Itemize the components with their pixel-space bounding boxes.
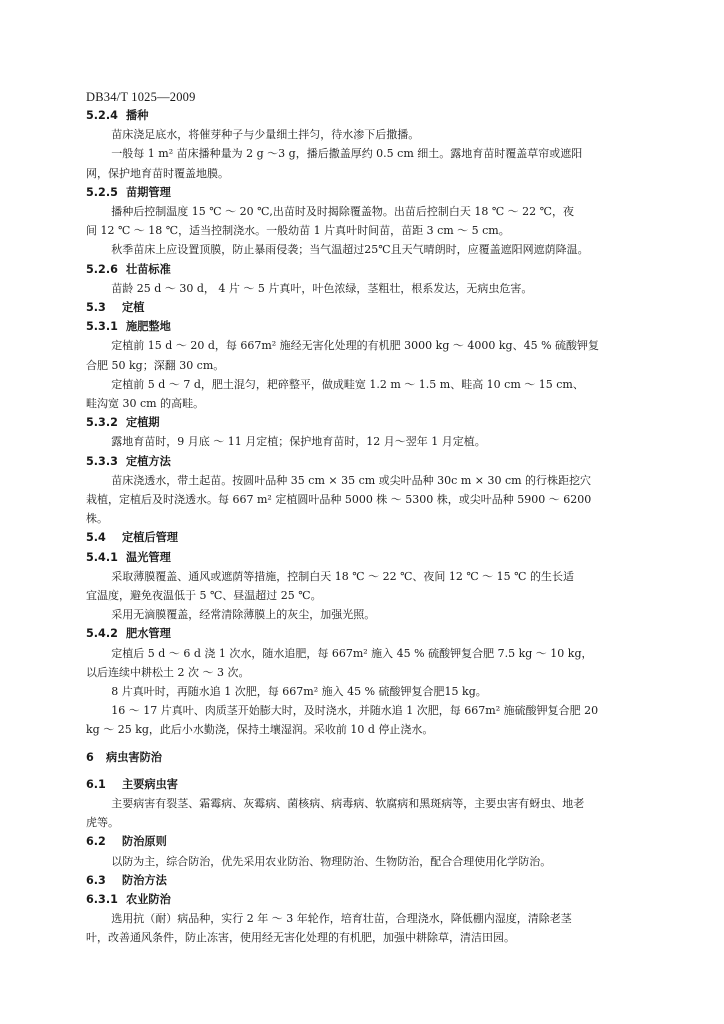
section-heading — [86, 548, 658, 567]
section-title: 定植后管理 — [122, 531, 178, 545]
section-heading — [86, 183, 658, 202]
section-title: 壮苗标准 — [126, 262, 171, 276]
paragraph-line: 叶，改善通风条件，防止冻害，使用经无害化处理的有机肥，加强中耕除草，清洁田园。 — [86, 931, 515, 945]
paragraph — [86, 125, 658, 144]
paragraph-line: 苗龄 25 d ～ 30 d， 4 片 ～ 5 片真叶，叶色浓绿，茎粗壮，根系发达，无病虫危害。 — [111, 281, 533, 295]
paragraph — [86, 605, 658, 624]
paragraph — [86, 202, 658, 240]
section-title: 定植方法 — [126, 454, 171, 468]
section-heading — [86, 890, 658, 909]
paragraph-line: 以后连续中耕松土 2 次 ～ 3 次。 — [86, 665, 250, 679]
paragraph-line: 株。 — [86, 512, 108, 526]
section-number: 5.4.2 — [86, 627, 118, 641]
paragraph-line: 苗床浇足底水，将催芽种子与少量细土拌匀，待水渗下后撒播。 — [111, 128, 420, 142]
section-heading — [86, 413, 658, 432]
section-title: 定植 — [122, 300, 145, 314]
section-number: 5.3.1 — [86, 320, 118, 334]
document-code: DB34/T 1025—2009 — [86, 90, 196, 104]
paragraph — [86, 852, 658, 871]
paragraph-line: 采用无滴膜覆盖，经常清除薄膜上的灰尘，加强光照。 — [111, 608, 376, 622]
paragraph-line: 虎等。 — [86, 816, 119, 830]
section-number: 6.3 — [86, 873, 106, 887]
paragraph-line: 网，保护地育苗时覆盖地膜。 — [86, 166, 229, 180]
paragraph — [86, 794, 658, 832]
paragraph — [86, 471, 658, 529]
section-number: 6 — [86, 750, 94, 764]
paragraph-line: 间 12 ℃ ～ 18 ℃，适当控制浇水。一般幼苗 1 片真叶时间苗，苗距 3 cm ～ 5 cm。 — [86, 224, 510, 238]
paragraph — [86, 909, 658, 947]
paragraph — [86, 240, 658, 259]
paragraph-line: 露地育苗时，9 月底 ～ 11 月定植；保护地育苗时，12 月～翌年 1 月定植。 — [111, 435, 486, 449]
paragraph-line: 定植后 5 d ～ 6 d 浇 1 次水，随水追肥，每 667m² 施入 45 % 硫酸钾复合肥 7.5 kg ～ 10 kg， — [111, 646, 593, 660]
paragraph-line: 一般每 1 m² 苗床播种量为 2 g ～3 g，播后撒盖厚约 0.5 cm 细土。露地育苗时覆盖草帘或遮阳 — [111, 147, 583, 161]
section-heading — [86, 775, 658, 794]
section-spacer — [86, 740, 658, 748]
paragraph — [86, 279, 658, 298]
paragraph-line: 畦沟宽 30 cm 的高畦。 — [86, 396, 205, 410]
section-title: 农业防治 — [126, 892, 171, 906]
section-number: 5.4 — [86, 531, 106, 545]
section-number: 5.2.5 — [86, 185, 118, 199]
paragraph — [86, 375, 658, 413]
section-title: 防治方法 — [122, 873, 167, 887]
paragraph-line: 主要病害有裂茎、霜霉病、灰霉病、菌核病、病毒病、软腐病和黑斑病等，主要虫害有蚜虫、地老 — [111, 796, 585, 810]
section-spacer — [86, 767, 658, 775]
paragraph — [86, 432, 658, 451]
paragraph-line: 选用抗（耐）病品种，实行 2 年 ～ 3 年轮作，培育壮苗，合理浇水，降低棚内湿度，清除老茎 — [111, 912, 572, 926]
paragraph-line: kg ～ 25 kg，此后小水勤浇，保持土壤湿润。采收前 10 d 停止浇水。 — [86, 723, 434, 737]
section-title: 肥水管理 — [126, 627, 171, 641]
section-heading — [86, 528, 658, 547]
paragraph-line: 16 ～ 17 片真叶、肉质茎开始膨大时，及时浇水，并随水追 1 次肥，每 667m² 施硫酸钾复合肥 20 — [111, 704, 599, 718]
paragraph — [86, 144, 658, 182]
paragraph — [86, 336, 658, 374]
section-number: 5.3.2 — [86, 416, 118, 430]
paragraph-line: 秋季苗床上应设置顶膜，防止暴雨侵袭；当气温超过25℃且天气晴朗时，应覆盖遮阳网遮荫降温。 — [111, 243, 589, 257]
section-title: 防治原则 — [122, 835, 167, 849]
section-title: 主要病虫害 — [122, 777, 178, 791]
section-heading — [86, 298, 658, 317]
section-number: 5.2.4 — [86, 109, 118, 122]
section-heading — [86, 748, 658, 767]
paragraph-line: 8 片真叶时，再随水追 1 次肥，每 667m² 施入 45 % 硫酸钾复合肥15 kg。 — [111, 684, 487, 698]
section-title: 施肥整地 — [126, 320, 171, 334]
paragraph-line: 合肥 50 kg；深翻 30 cm。 — [86, 358, 225, 372]
paragraph-line: 栽植，定植后及时浇透水。每 667 m² 定植圆叶品种 5000 株 ～ 5300 株，或尖叶品种 5900 ～ 6200 — [86, 492, 592, 506]
section-title: 病虫害防治 — [106, 750, 162, 764]
paragraph-line: 定植前 5 d ～ 7 d，肥土混匀，耙碎整平，做成畦宽 1.2 m ～ 1.5 m、畦高 10 cm ～ 15 cm、 — [111, 377, 584, 391]
paragraph — [86, 701, 658, 739]
paragraph — [86, 567, 658, 605]
section-number: 5.3 — [86, 300, 106, 314]
paragraph-line: 采取薄膜覆盖、通风或遮荫等措施，控制白天 18 ℃ ～ 22 ℃、夜间 12 ℃ ～ 15 ℃ 的生长适 — [111, 569, 574, 583]
section-heading — [86, 624, 658, 643]
paragraph-line: 苗床浇透水，带土起苗。按圆叶品种 35 cm × 35 cm 或尖叶品种 30c m × 30 cm 的行株距挖穴 — [111, 473, 592, 487]
section-heading — [86, 871, 658, 890]
section-title: 苗期管理 — [126, 185, 171, 199]
section-heading — [86, 260, 658, 279]
document-body — [86, 106, 658, 948]
paragraph-line: 播种后控制温度 15 ℃ ～ 20 ℃,出苗时及时揭除覆盖物。出苗后控制白天 18 ℃ ～ 22 ℃，夜 — [111, 204, 574, 218]
section-number: 5.3.3 — [86, 454, 118, 468]
paragraph-line: 定植前 15 d ～ 20 d，每 667m² 施经无害化处理的有机肥 3000 kg ～ 4000 kg、45 % 硫酸钾复 — [111, 339, 600, 353]
section-number: 6.1 — [86, 777, 106, 791]
paragraph — [86, 644, 658, 682]
section-title: 定植期 — [126, 416, 160, 430]
section-heading — [86, 106, 658, 125]
section-title: 温光管理 — [126, 550, 171, 564]
paragraph-line: 以防为主，综合防治，优先采用农业防治、物理防治、生物防治，配合合理使用化学防治。 — [111, 854, 552, 868]
paragraph — [86, 682, 658, 701]
section-number: 5.4.1 — [86, 550, 118, 564]
section-number: 5.2.6 — [86, 262, 118, 276]
section-number: 6.2 — [86, 835, 106, 849]
section-number: 6.3.1 — [86, 892, 118, 906]
section-heading — [86, 317, 658, 336]
section-heading — [86, 832, 658, 851]
section-title: 播种 — [126, 109, 149, 122]
paragraph-line: 宜温度，避免夜温低于 5 ℃、昼温超过 25 ℃。 — [86, 588, 322, 602]
section-heading — [86, 452, 658, 471]
